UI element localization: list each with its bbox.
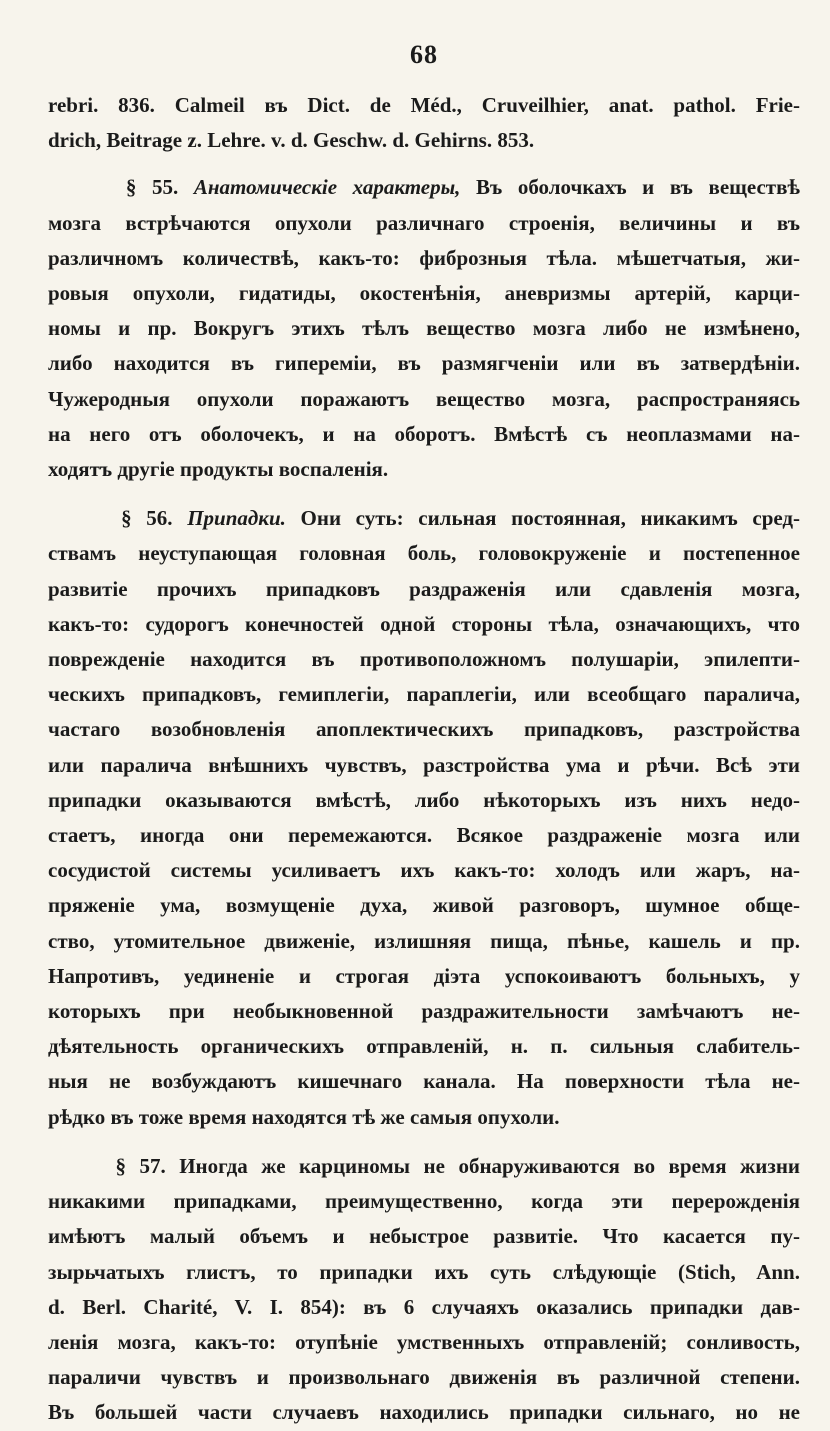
paragraph-section-57 [48,1149,800,1431]
text-line [48,501,800,536]
paragraph-continuation [48,88,800,158]
text-line: ходятъ другіе продукты воспаленія. [48,457,389,482]
text-line: Въ большей части случаевъ находились припадки сильнаго, но не [48,1400,800,1425]
text-fragment: Въ оболочкахъ и въ веществѣ [476,175,801,200]
text-line: дѣятельность органическихъ отправленій, н. п. сильныя слабитель- [48,1034,800,1059]
text-line: зырьчатыхъ глистъ, то припадки ихъ суть слѣдующіе (Stich, Ann. [48,1259,800,1284]
text-line: стаетъ, иногда они перемежаются. Всякое раздраженіе мозга или [48,823,800,848]
section-number: § 55. [125,175,179,200]
text-line: ленія мозга, какъ-то: отупѣніе умственныхъ отправленій; сонливость, [48,1329,800,1354]
text-line: drich, Beitrage z. Lehre. v. d. Geschw. d. Gehirns. 853. [48,128,535,153]
text-line: ческихъ припадковъ, гемиплегіи, параплегіи, или всеобщаго паралича, [48,682,800,707]
text-line: которыхъ при необыкновенной раздражительности замѣчаютъ не- [48,999,800,1024]
page-number: 68 [410,40,438,69]
text-line: либо находится въ гипереміи, въ размягченіи или въ затвердѣніи. [48,351,800,376]
text-line: припадки оказываются вмѣстѣ, либо нѣкоторыхъ изъ нихъ недо- [48,787,800,812]
section-number: § 57. [115,1153,166,1178]
text-line: rebri. 836. Calmeil въ Dict. de Méd., Cruveilhier, anat. pathol. Frie- [48,93,800,117]
text-line: мозга встрѣчаются опухоли различнаго строенія, величины и въ [48,210,800,235]
section-heading: Анатомическіе характеры, [193,175,461,200]
text-line: параличи чувствъ и произвольнаго движенія въ различной степени. [48,1365,800,1390]
text-line: ровыя опухоли, гидатиды, окостенѣнія, аневризмы артерій, карци- [48,281,800,306]
text-line: пряженіе ума, возмущеніе духа, живой разговоръ, шумное обще- [48,893,800,918]
paragraph-section-56 [48,501,800,1135]
text-line: сосудистой системы усиливаетъ ихъ какъ-то: холодъ или жаръ, на- [48,858,800,883]
text-line: Чужеродныя опухоли поражаютъ вещество мозга, распространяясь [48,386,800,411]
text-line: рѣдко въ тоже время находятся тѣ же самыя опухоли. [48,1104,560,1129]
text-line: номы и пр. Вокругъ этихъ тѣлъ вещество мозга либо не измѣнено, [48,316,800,341]
section-heading: Припадки. [187,506,286,531]
text-line: какъ-то: судорогъ конечностей одной стороны тѣла, означающихъ, что [48,611,800,636]
text-fragment: Они суть: сильная постоянная, никакимъ сред- [300,506,801,531]
paragraph-section-55 [48,170,800,487]
section-number: § 56. [121,506,173,531]
text-line: ныя не возбуждаютъ кишечнаго канала. На поверхности тѣла не- [48,1069,800,1094]
text-line: ство, утомительное движеніе, излишняя пища, пѣнье, кашель и пр. [48,928,800,953]
text-line: частаго возобновленія апоплектическихъ припадковъ, разстройства [48,717,800,742]
text-line: никакими припадками, преимущественно, когда эти перерожденія [48,1189,800,1214]
text-line: различномъ количествѣ, какъ-то: фиброзныя тѣла. мѣшетчатыя, жи- [48,245,800,270]
text-line: имѣютъ малый объемъ и небыстрое развитіе. Что касается пу- [48,1224,800,1249]
text-line: d. Berl. Charité, V. I. 854): въ 6 случаяхъ оказались припадки дав- [48,1294,800,1319]
text-line: развитіе прочихъ припадковъ раздраженія или сдавленія мозга, [48,576,800,601]
text-line: Напротивъ, уединеніе и строгая діэта успокоиваютъ больныхъ, у [48,963,800,988]
text-line: ствамъ неуступающая головная боль, головокруженіе и постепенное [48,541,800,566]
text-line [48,1149,800,1184]
text-line: поврежденіе находится въ противоположномъ полушаріи, эпилепти- [48,647,800,672]
text-line: на него отъ оболочекъ, и на оборотъ. Вмѣстѣ съ неоплазмами на- [48,421,800,446]
text-line [48,170,800,205]
text-line: или паралича внѣшнихъ чувствъ, разстройства ума и рѣчи. Всѣ эти [48,752,800,777]
text-fragment: Иногда же карциномы не обнаруживаются во время жизни [179,1153,801,1178]
